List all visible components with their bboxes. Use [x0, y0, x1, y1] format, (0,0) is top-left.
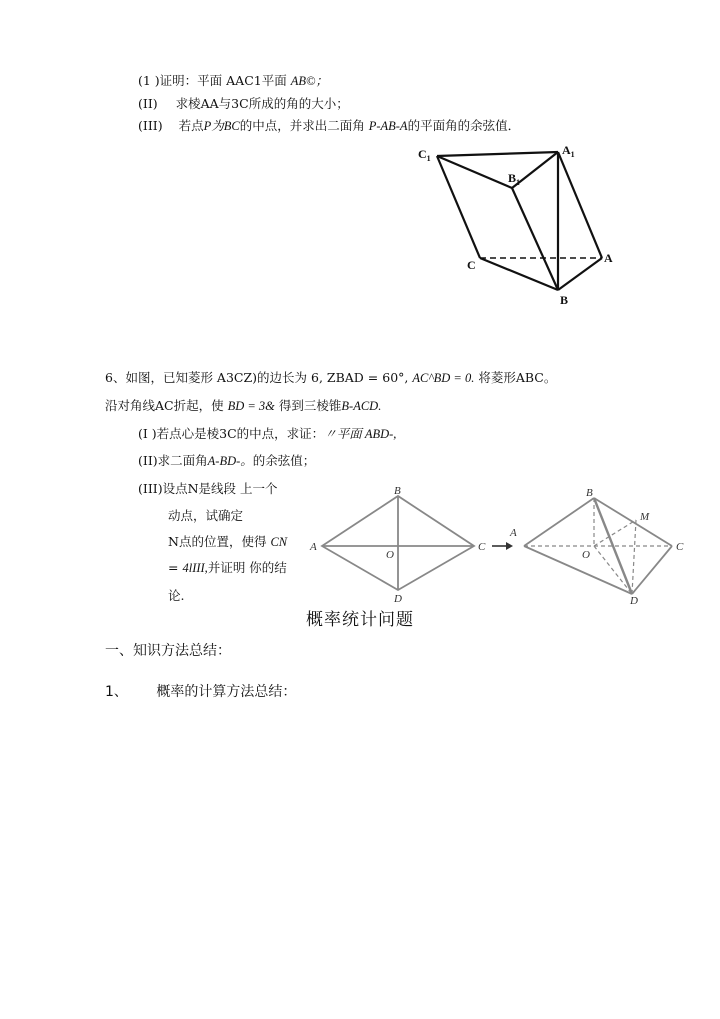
p6-part-3-line-4 [168, 560, 287, 576]
p5-q1-math: AB©； [290, 74, 328, 88]
p5-question-3 [138, 118, 520, 134]
p6-line1-math: AC^BD = 0. [412, 371, 475, 385]
p6-p3-text-f: 论. [168, 588, 185, 603]
p6-p3-text-a: (III)设点N是线段 上一个 [138, 481, 278, 496]
section-item-1-num: 1、 [105, 684, 128, 700]
p6-p2-math: A-BD-。 [207, 454, 253, 468]
section-title: 概率统计问题 [306, 610, 414, 630]
label-b-fold: B [586, 487, 593, 499]
p6-part-1 [138, 426, 396, 442]
label-c1: $C_1$ [418, 147, 431, 163]
p6-line-1 [105, 370, 556, 386]
p6-part-3-line-1 [138, 481, 277, 497]
p5-q3-math-2: P-AB-A [368, 119, 408, 133]
p6-line2-text-a: 沿对角线AC折起，使 [105, 398, 224, 413]
label-d-flat: D [394, 593, 402, 605]
edge-c1-a1 [437, 152, 558, 156]
p5-q3-math-1: P为BC [203, 119, 240, 133]
p6-p2-text-a: (II)求二面角 [138, 453, 208, 468]
label-m-fold: M [640, 511, 650, 523]
label-o-fold: O [582, 549, 590, 561]
edge-b-a [558, 258, 602, 290]
p6-p3-math: CN [270, 535, 288, 549]
p5-question-2 [138, 96, 349, 112]
fold-arrow [492, 542, 513, 550]
edge-a1-a [558, 152, 602, 258]
p6-p3-text-d: = [168, 560, 179, 575]
label-d-fold: D [630, 595, 638, 607]
p6-line2-math2: B-ACD. [341, 399, 382, 413]
label-o-flat: O [386, 549, 394, 561]
p6-part-2 [138, 453, 315, 469]
p6-p3-text-c: N点的位置，使得 [168, 534, 267, 549]
section-item-1 [105, 681, 296, 701]
rhombus-figure [302, 484, 694, 608]
label-a-flat: A [310, 541, 317, 553]
section-heading-1: 一、知识方法总结： [105, 643, 231, 659]
section-item-1-text: 概率的计算方法总结： [156, 684, 297, 700]
p5-q3-text-a: 若点 [178, 118, 204, 133]
p6-p3-text-b: 动点，试确定 [168, 508, 244, 523]
label-a: A [604, 251, 613, 265]
label-a1: $A_1$ [562, 143, 575, 159]
label-c-flat: C [478, 541, 486, 553]
hidden-md [632, 520, 636, 594]
label-b: B [560, 293, 569, 307]
p6-part-3-line-3 [168, 534, 287, 550]
label-b-flat: B [394, 485, 401, 497]
p6-line-2 [105, 398, 381, 414]
p5-q3-text-c: 的平面角的余弦值． [407, 118, 521, 133]
p6-part-3-line-5 [168, 588, 184, 604]
p6-line1-text-a: 6、如图，已知菱形 A3CZ)的边长为 6, ZBAD = 60°, [105, 370, 409, 385]
label-c-fold: C [676, 541, 684, 553]
p5-q3-num: (III) [138, 118, 163, 133]
p5-question-1 [138, 73, 328, 89]
label-c: C [467, 258, 476, 272]
hidden-om [594, 520, 636, 546]
p6-line1-text-b: 将菱形ABC。 [478, 370, 557, 385]
p6-p1-text: (I )若点心是棱3C的中点，求证： [138, 426, 325, 441]
hidden-od [594, 546, 632, 594]
p6-part-3-line-2 [168, 508, 243, 524]
label-b1: $B_1$ [508, 171, 521, 187]
edge-ab [524, 498, 594, 546]
p6-line2-math: BD = 3& [227, 399, 275, 413]
p6-p2-text-b: 的余弦值； [252, 453, 316, 468]
edge-cd [632, 546, 672, 594]
p6-p1-math: 〃平面 ABD-, [324, 427, 397, 441]
p6-p3-math2: 4lIII, [182, 561, 208, 575]
p6-p3-text-e: 并证明 你的结 [207, 560, 287, 575]
p5-q2-num: (II) [138, 96, 158, 111]
p5-q3-text-b: 的中点，并求出二面角 [239, 118, 365, 133]
p5-q1-text: (1 )证明：平面 AAC1平面 [138, 73, 287, 88]
prism-figure [410, 138, 620, 310]
p6-line2-text-b: 得到三棱锥 [278, 398, 342, 413]
p5-q2-text: 求棱AA与3C所成的角的大小； [175, 96, 349, 111]
label-a-fold: A [510, 527, 517, 539]
